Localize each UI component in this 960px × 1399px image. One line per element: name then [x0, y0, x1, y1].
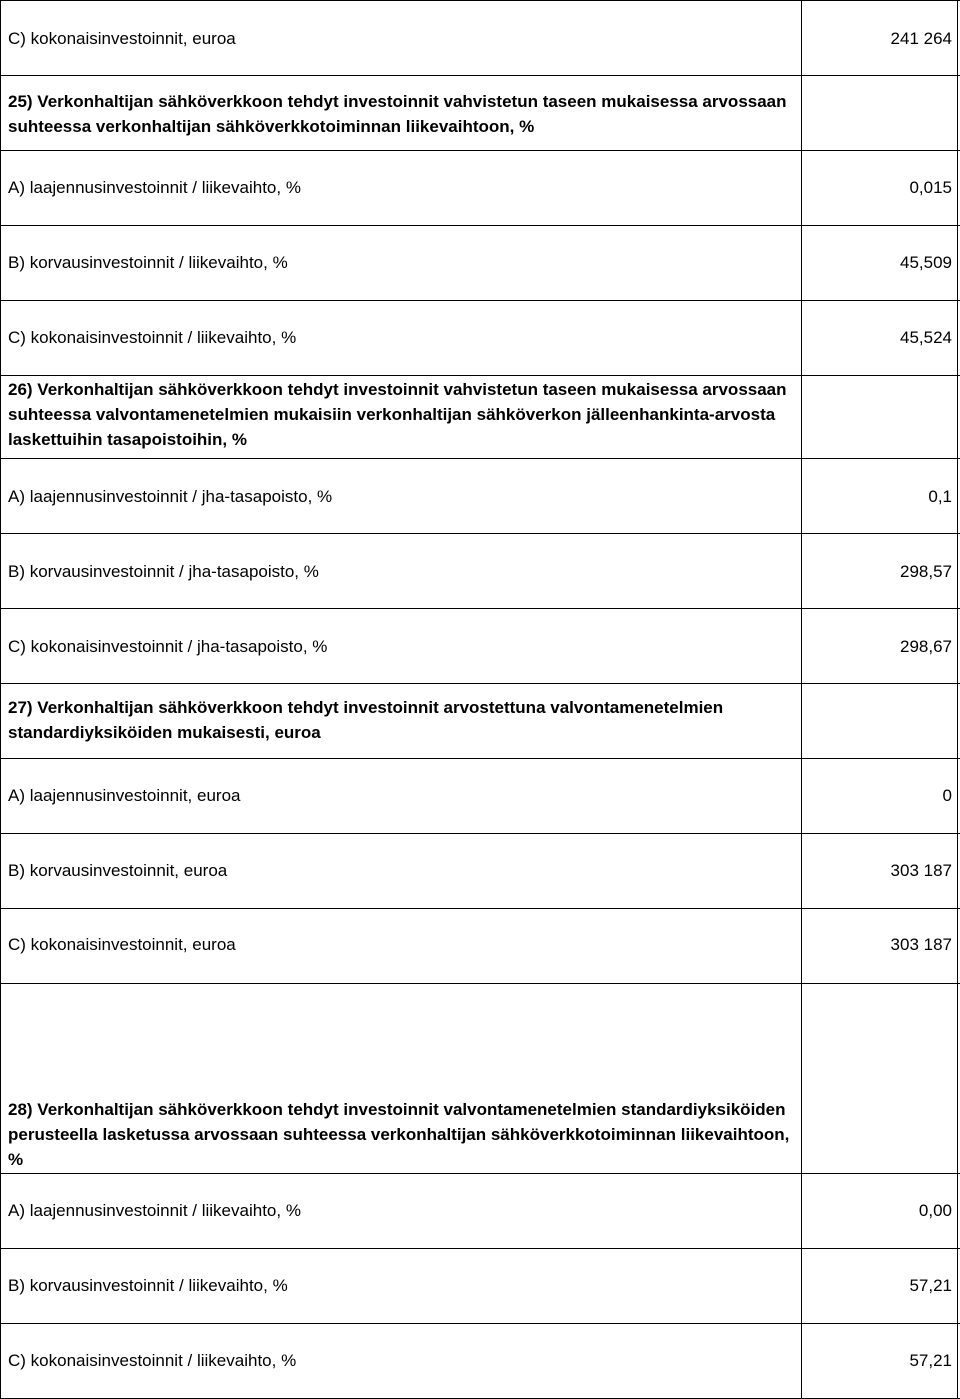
- row-value: 298,57: [900, 562, 952, 581]
- row-label: C) kokonaisinvestoinnit / liikevaihto, %: [8, 328, 297, 347]
- table-row: [0, 0, 960, 75]
- table-row: [0, 225, 960, 300]
- row-value: 0,015: [909, 178, 952, 197]
- table-row: [0, 833, 960, 908]
- table-row: [0, 908, 960, 983]
- table-row: [0, 300, 960, 375]
- row-label: B) korvausinvestoinnit / liikevaihto, %: [8, 1276, 288, 1295]
- table-row: [0, 758, 960, 833]
- section-heading: 25) Verkonhaltijan sähköverkkoon tehdyt investoinnit vahvistetun taseen mukaisessa arvossaan suhteessa verkonhaltijan sähköverkkotoiminnan liikevaihtoon, %: [8, 92, 787, 136]
- section-heading: 26) Verkonhaltijan sähköverkkoon tehdyt investoinnit vahvistetun taseen mukaisessa arvossaan suhteessa valvontamenetelmien mukaisiin verkonhaltijan sähköverkon jälleenhankinta-arvosta laskettuihin tasapoistoihin, %: [8, 380, 787, 449]
- table-row: [0, 458, 960, 533]
- row-label: C) kokonaisinvestoinnit, euroa: [8, 29, 236, 48]
- table-row: [0, 608, 960, 683]
- row-value: 0,00: [918, 1201, 952, 1220]
- row-label: C) kokonaisinvestoinnit / jha-tasapoisto, %: [8, 637, 328, 656]
- row-value: 241 264: [890, 29, 952, 48]
- row-label: A) laajennusinvestoinnit / liikevaihto, %: [8, 178, 301, 197]
- row-value: 0: [942, 786, 952, 805]
- row-label: B) korvausinvestoinnit / jha-tasapoisto, %: [8, 562, 319, 581]
- table-row: [0, 683, 960, 758]
- row-value: 0,1: [928, 487, 952, 506]
- table-row: [0, 375, 960, 458]
- row-value: 57,21: [909, 1276, 952, 1295]
- section-heading: 27) Verkonhaltijan sähköverkkoon tehdyt investoinnit arvostettuna valvontamenetelmien standardiyksiköiden mukaisesti, euroa: [8, 698, 724, 742]
- table-row-empty: [0, 983, 960, 1093]
- row-label: A) laajennusinvestoinnit, euroa: [8, 786, 241, 805]
- table-row: [0, 75, 960, 150]
- table-row: [0, 1248, 960, 1323]
- row-value: 298,67: [900, 637, 952, 656]
- table-row: [0, 1173, 960, 1248]
- row-value: 303 187: [890, 861, 952, 880]
- table-row: [0, 533, 960, 608]
- row-value: 45,524: [900, 328, 952, 347]
- row-label: A) laajennusinvestoinnit / liikevaihto, %: [8, 1201, 301, 1220]
- table-row: [0, 150, 960, 225]
- row-label: B) korvausinvestoinnit, euroa: [8, 861, 228, 880]
- row-label: B) korvausinvestoinnit / liikevaihto, %: [8, 253, 288, 272]
- row-label: C) kokonaisinvestoinnit, euroa: [8, 935, 236, 954]
- row-value: 303 187: [890, 935, 952, 954]
- row-label: C) kokonaisinvestoinnit / liikevaihto, %: [8, 1351, 297, 1370]
- row-value: 45,509: [900, 253, 952, 272]
- section-heading: 28) Verkonhaltijan sähköverkkoon tehdyt investoinnit valvontamenetelmien standardiyksiköiden perusteella lasketussa arvossaan suhteessa verkonhaltijan sähköverkkotoiminnan liikevaihtoon, %: [8, 1100, 790, 1169]
- row-value: 57,21: [909, 1351, 952, 1370]
- row-label: A) laajennusinvestoinnit / jha-tasapoisto, %: [8, 487, 333, 506]
- table-row: [0, 1323, 960, 1398]
- table-row: [0, 1093, 960, 1173]
